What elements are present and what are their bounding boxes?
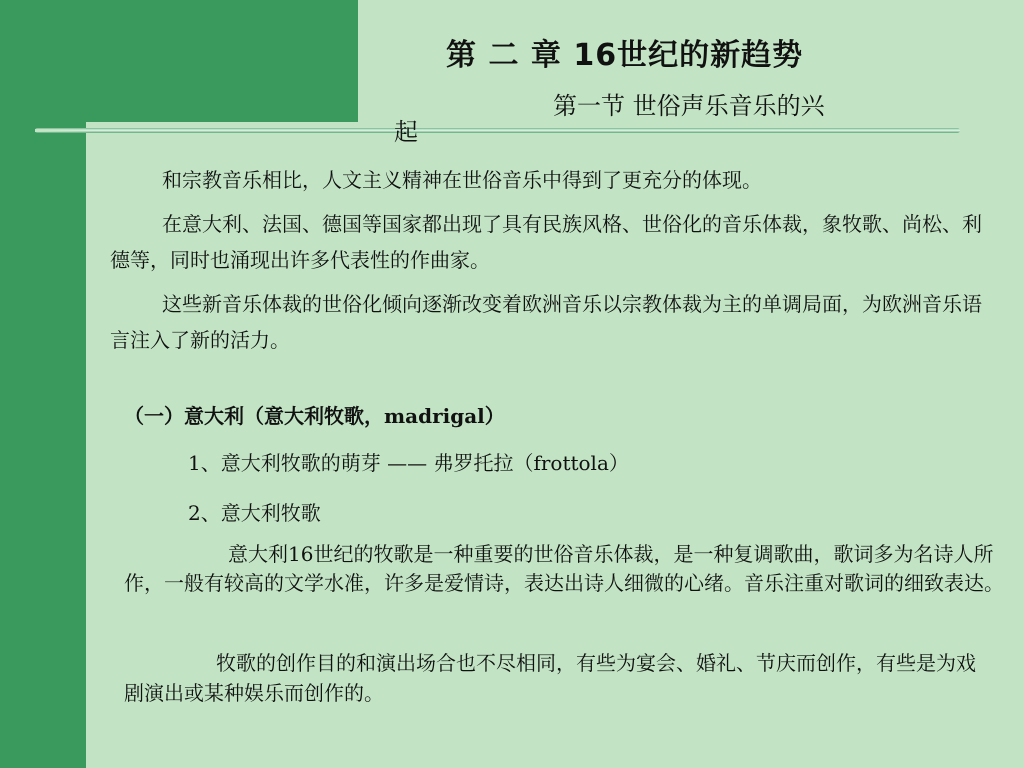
section-subtitle: 第一节 世俗声乐音乐的兴	[553, 92, 825, 120]
chapter-title: 第 二 章 16世纪的新趋势	[446, 38, 804, 73]
top-accent-block	[0, 0, 358, 122]
title-divider	[35, 128, 960, 133]
intro-paragraph-3: 这些新音乐体裁的世俗化倾向逐渐改变着欧洲音乐以宗教体裁为主的单调局面，为欧洲音乐语言注入了新的活力。	[110, 292, 982, 352]
section-heading-italy: （一）意大利（意大利牧歌，madrigal）	[124, 404, 505, 428]
list-item-2: 2、意大利牧歌	[188, 501, 321, 525]
intro-paragraph-2: 在意大利、法国、德国等国家都出现了具有民族风格、世俗化的音乐体裁，象牧歌、尚松、利德等，同时也涌现出许多代表性的作曲家。	[110, 212, 982, 272]
madrigal-paragraph-2: 牧歌的创作目的和演出场合也不尽相同，有些为宴会、婚礼、节庆而创作，有些是为戏剧演出或某种娱乐而创作的。	[124, 651, 976, 705]
madrigal-paragraph-1: 意大利16世纪的牧歌是一种重要的世俗音乐体裁，是一种复调歌曲，歌词多为名诗人所作，一般有较高的文学水准，许多是爱情诗，表达出诗人细微的心绪。音乐注重对歌词的细致表达。	[124, 542, 1004, 595]
intro-paragraph-1: 和宗教音乐相比，人文主义精神在世俗音乐中得到了更充分的体现。	[162, 168, 762, 192]
list-item-1: 1、意大利牧歌的萌芽 —— 弗罗托拉（frottola）	[188, 451, 629, 475]
section-subtitle-wrap: 起	[394, 118, 418, 146]
